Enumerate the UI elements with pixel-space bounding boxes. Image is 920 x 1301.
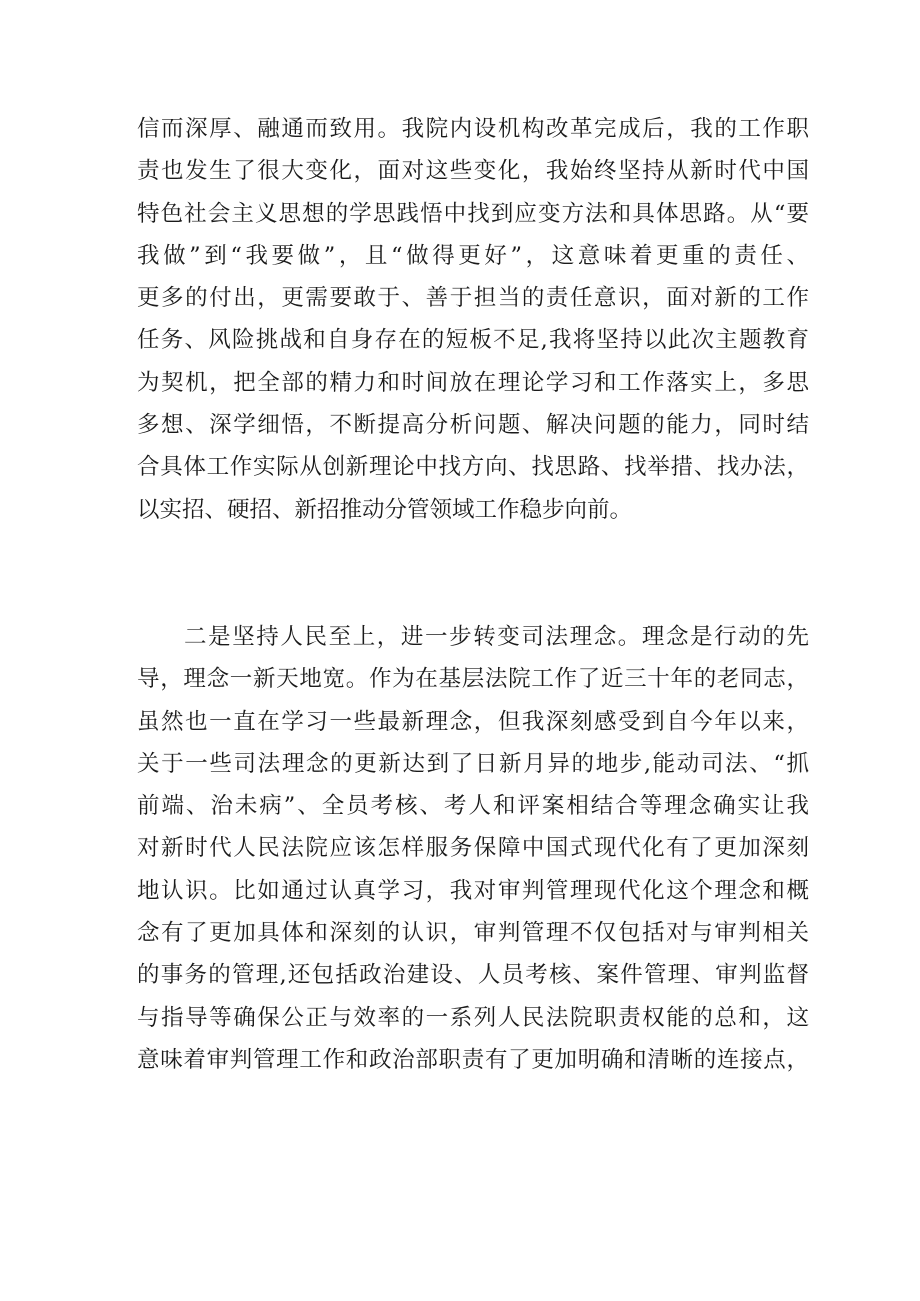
text-line: 虽然也一直在学习一些最新理念，但我深刻感受到自今年以来，: [137, 708, 809, 735]
text-line: 意味着审判管理工作和政治部职责有了更加明确和清晰的连接点，: [137, 1046, 809, 1073]
text-line: 地认识。比如通过认真学习，我对审判管理现代化这个理念和概: [137, 877, 809, 904]
text-line: 二是坚持人民至上，进一步转变司法理念。理念是行动的先: [184, 624, 809, 650]
text-line: 以实招、硬招、新招推动分管领域工作稳步向前。: [137, 496, 633, 523]
text-line: 念有了更加具体和深刻的认识，审判管理不仅包括对与审判相关: [137, 920, 809, 947]
text-line: 前端、治未病”、全员考核、考人和评案相结合等理念确实让我: [137, 793, 809, 820]
text-line: 合具体工作实际从创新理论中找方向、找思路、找举措、找办法，: [137, 454, 809, 481]
text-line: 关于一些司法理念的更新达到了日新月异的地步,能动司法、“抓: [137, 750, 809, 777]
paragraph-2: [137, 616, 809, 1081]
text-line: 信而深厚、融通而致用。我院内设机构改革完成后，我的工作职: [137, 116, 809, 142]
text-line: 更多的付出，更需要敢于、善于担当的责任意识，面对新的工作: [137, 285, 809, 312]
text-line: 导，理念一新天地宽。作为在基层法院工作了近三十年的老同志，: [137, 666, 809, 693]
text-line: 为契机，把全部的精力和时间放在理论学习和工作落实上，多思: [137, 369, 809, 396]
text-line: 我做”到“我要做”，且“做得更好”，这意味着更重的责任、: [137, 242, 809, 269]
text-line: 多想、深学细悟，不断提高分析问题、解决问题的能力，同时结: [137, 412, 809, 439]
text-line: 对新时代人民法院应该怎样服务保障中国式现代化有了更加深刻: [137, 835, 809, 862]
text-line: 的事务的管理,还包括政治建设、人员考核、案件管理、审判监督: [137, 962, 809, 989]
text-line: 责也发生了很大变化，面对这些变化，我始终坚持从新时代中国: [137, 158, 809, 185]
text-line: 任务、风险挑战和自身存在的短板不足,我将坚持以此次主题教育: [137, 327, 809, 354]
text-line: 与指导等确保公正与效率的一系列人民法院职责权能的总和，这: [137, 1004, 809, 1031]
paragraph-1: [137, 108, 809, 531]
text-line: 特色社会主义思想的学思践悟中找到应变方法和具体思路。从“要: [137, 200, 809, 227]
